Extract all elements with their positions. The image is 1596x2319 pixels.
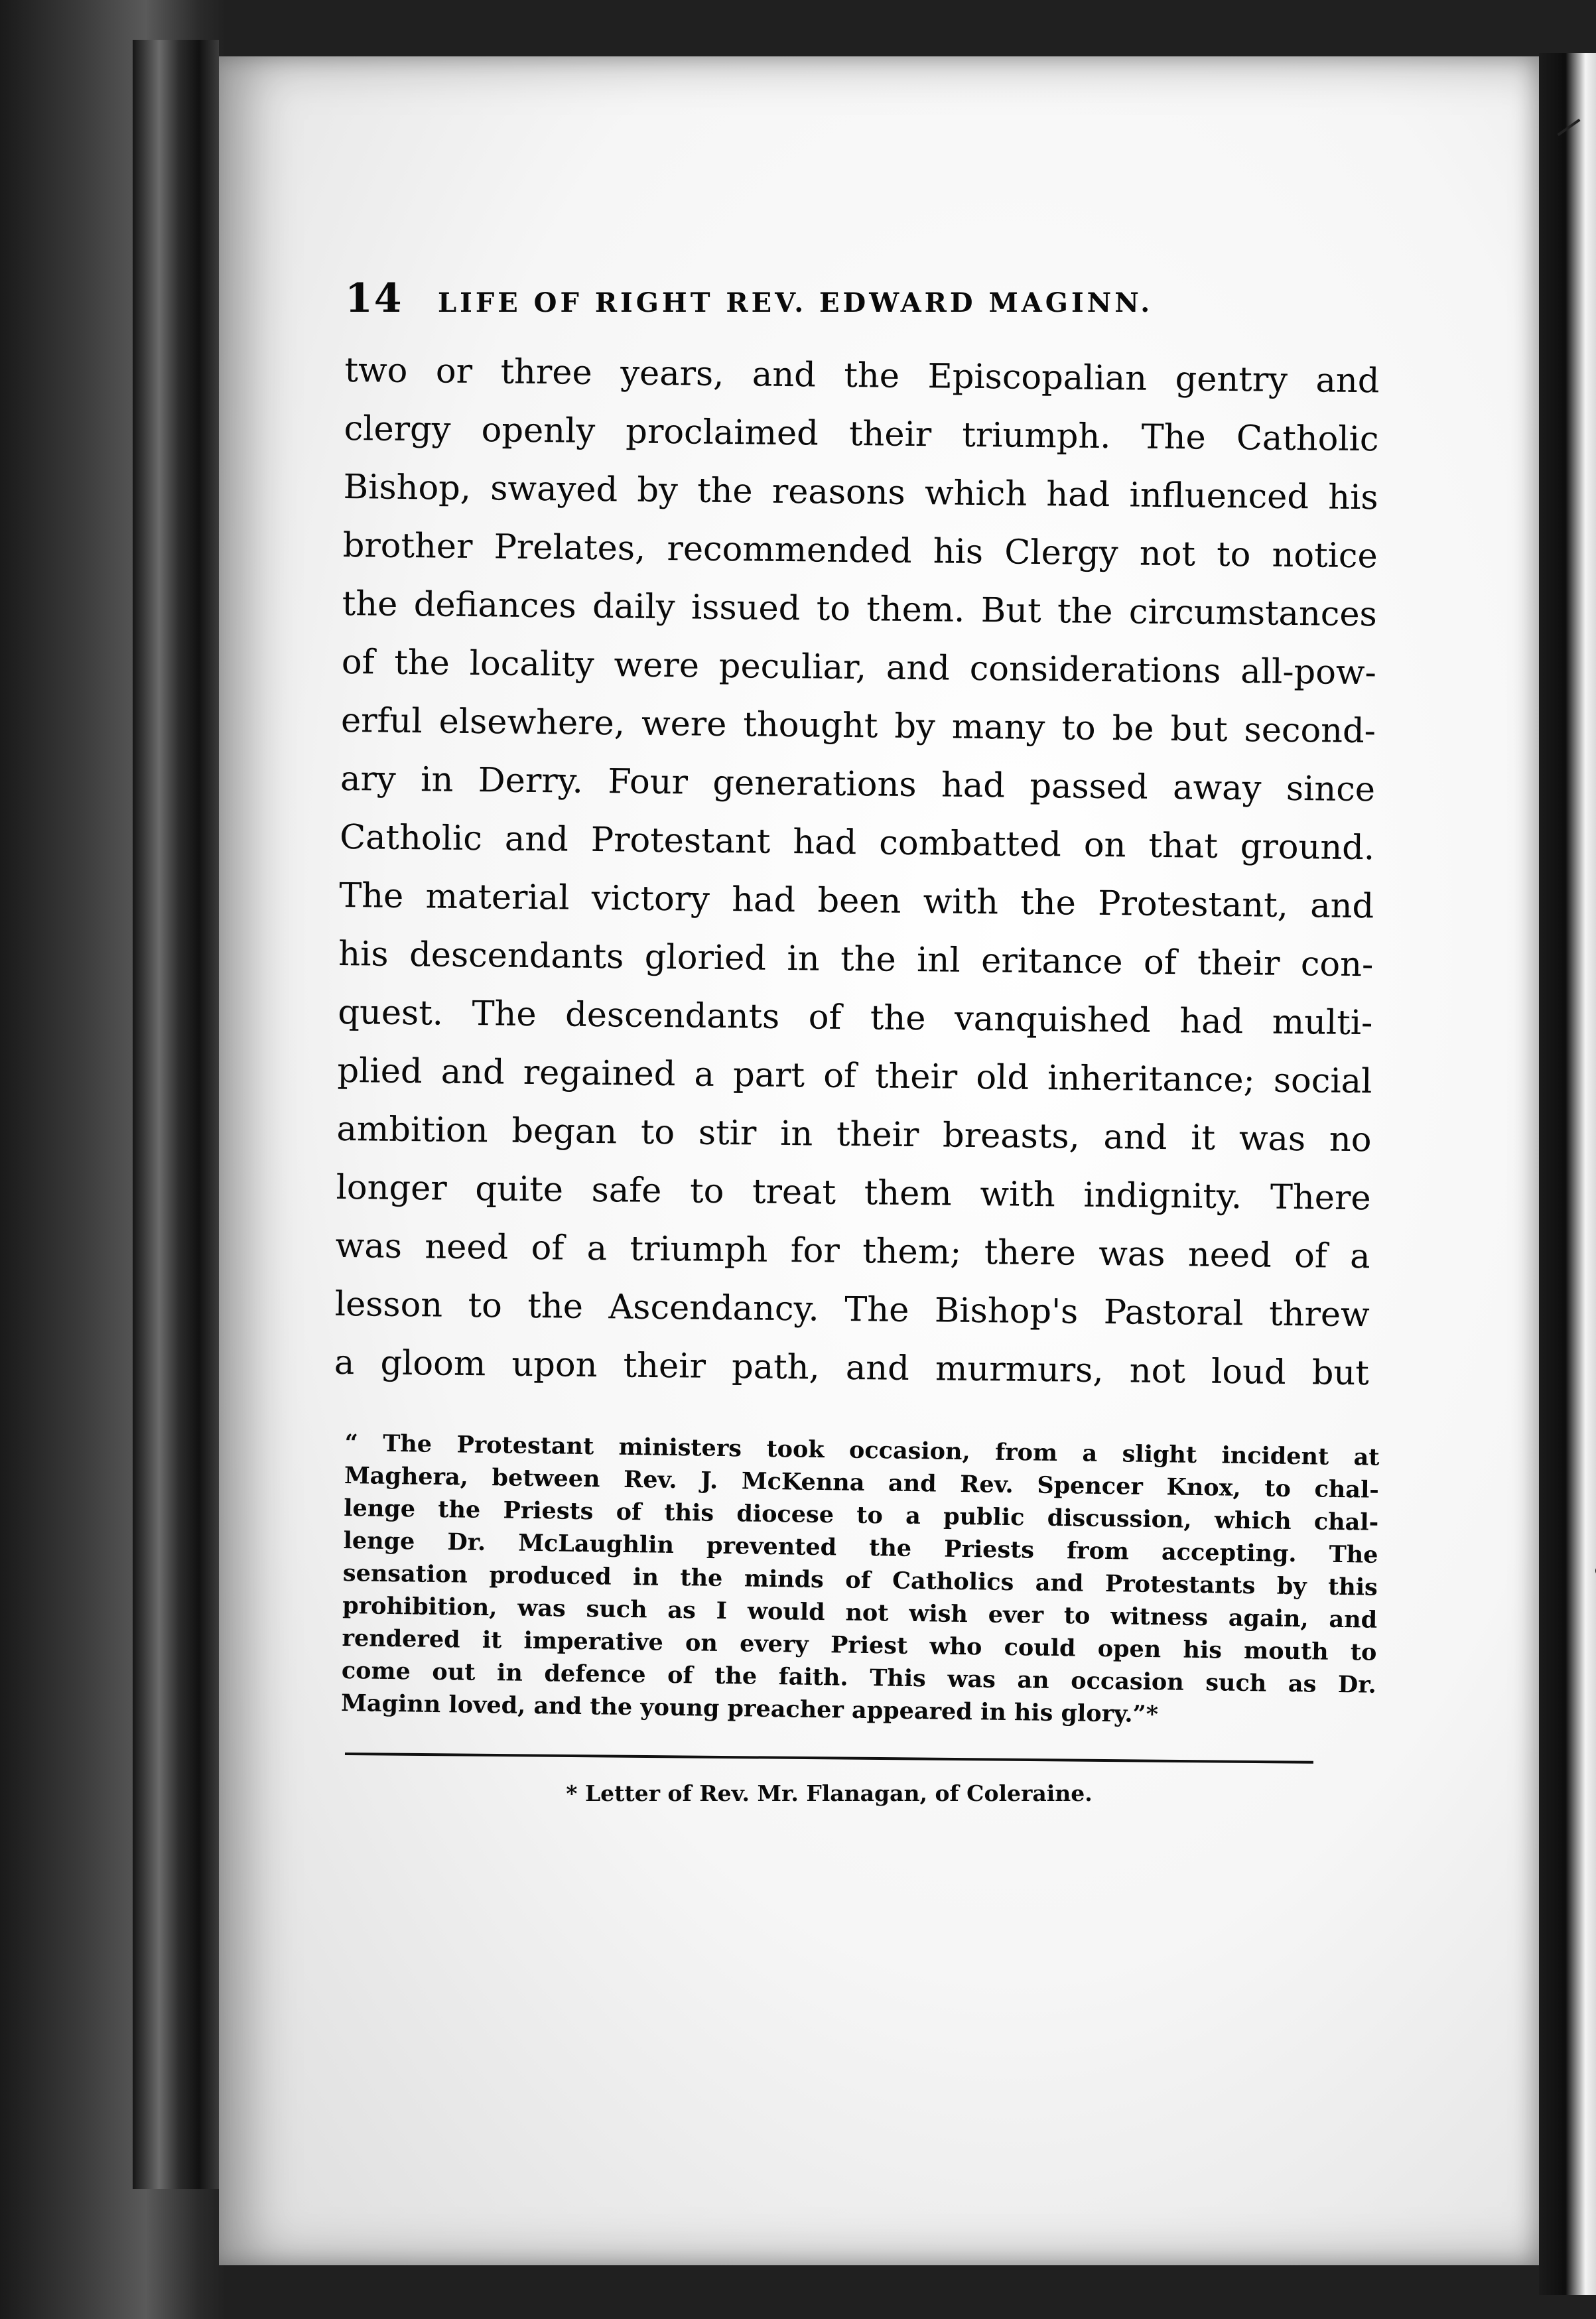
- footnote-rule: [345, 1753, 1313, 1764]
- footnote-line: lenge the Priests of this diocese to a public discussion, which chal-: [344, 1494, 1379, 1536]
- body-line: his descendants gloried in the inl eritance of their con-: [338, 934, 1374, 985]
- running-head: [345, 275, 1380, 322]
- footnote-line: lenge Dr. McLaughlin prevented the Priests from accepting. The: [343, 1526, 1378, 1569]
- book-spine-edge: [133, 40, 219, 2189]
- footnote-line: Maghera, between Rev. J. McKenna and Rev. Spencer Knox, to chal-: [344, 1461, 1380, 1504]
- page-content: [334, 275, 1380, 1806]
- book-page: [219, 56, 1539, 2265]
- body-line: Bishop, swayed by the reasons which had influenced his: [343, 467, 1378, 518]
- footnote-line: “ The Protestant ministers took occasion, from a slight incident at: [344, 1429, 1380, 1471]
- body-line: of the locality were peculiar, and considerations all-pow-: [341, 642, 1377, 693]
- body-line: was need of a triumph for them; there was need of a: [335, 1226, 1370, 1277]
- body-line: a gloom upon their path, and murmurs, not loud but: [334, 1343, 1370, 1394]
- footnote-line: come out in defence of the faith. This was an occasion such as Dr.: [341, 1656, 1377, 1699]
- body-line: ambition began to stir in their breasts, and it was no: [336, 1109, 1372, 1160]
- footnote-quote: [341, 1427, 1380, 1734]
- body-line: quest. The descendants of the vanquished had multi-: [338, 992, 1373, 1043]
- body-line: two or three years, and the Episcopalian gentry and: [344, 350, 1380, 401]
- page-right-edge: [1539, 53, 1596, 2295]
- footnote-line: rendered it imperative on every Priest who could open his mouth to: [342, 1624, 1377, 1666]
- body-line: The material victory had been with the Protestant, and: [338, 876, 1374, 927]
- footnote-line: prohibition, was such as I would not wish ever to witness again, and: [342, 1591, 1378, 1634]
- body-line: erful elsewhere, were thought by many to be but second-: [340, 700, 1376, 752]
- body-line: lesson to the Ascendancy. The Bishop's Pastoral threw: [334, 1284, 1370, 1335]
- body-line: longer quite safe to treat them with indignity. There: [336, 1167, 1371, 1219]
- body-line: the defiances daily issued to them. But the circumstances: [342, 584, 1378, 635]
- running-title: LIFE OF RIGHT REV. EDWARD MAGINN.: [438, 287, 1154, 318]
- body-line: clergy openly proclaimed their triumph. The Catholic: [344, 409, 1379, 460]
- footnote-line: Maginn loved, and the young preacher appeared in his glory.”*: [340, 1689, 1159, 1729]
- page-number: 14: [345, 275, 403, 322]
- body-text: [334, 342, 1380, 1403]
- footnote-line: sensation produced in the minds of Catholics and Protestants by this: [342, 1559, 1378, 1601]
- body-line: plied and regained a part of their old inheritance; social: [337, 1051, 1372, 1102]
- body-line: ary in Derry. Four generations had passed away since: [340, 759, 1376, 810]
- footnote-source: * Letter of Rev. Mr. Flanagan, of Coleraine.: [566, 1780, 1093, 1806]
- body-line: brother Prelates, recommended his Clergy not to notice: [342, 525, 1378, 576]
- body-line: Catholic and Protestant had combatted on that ground.: [339, 817, 1375, 868]
